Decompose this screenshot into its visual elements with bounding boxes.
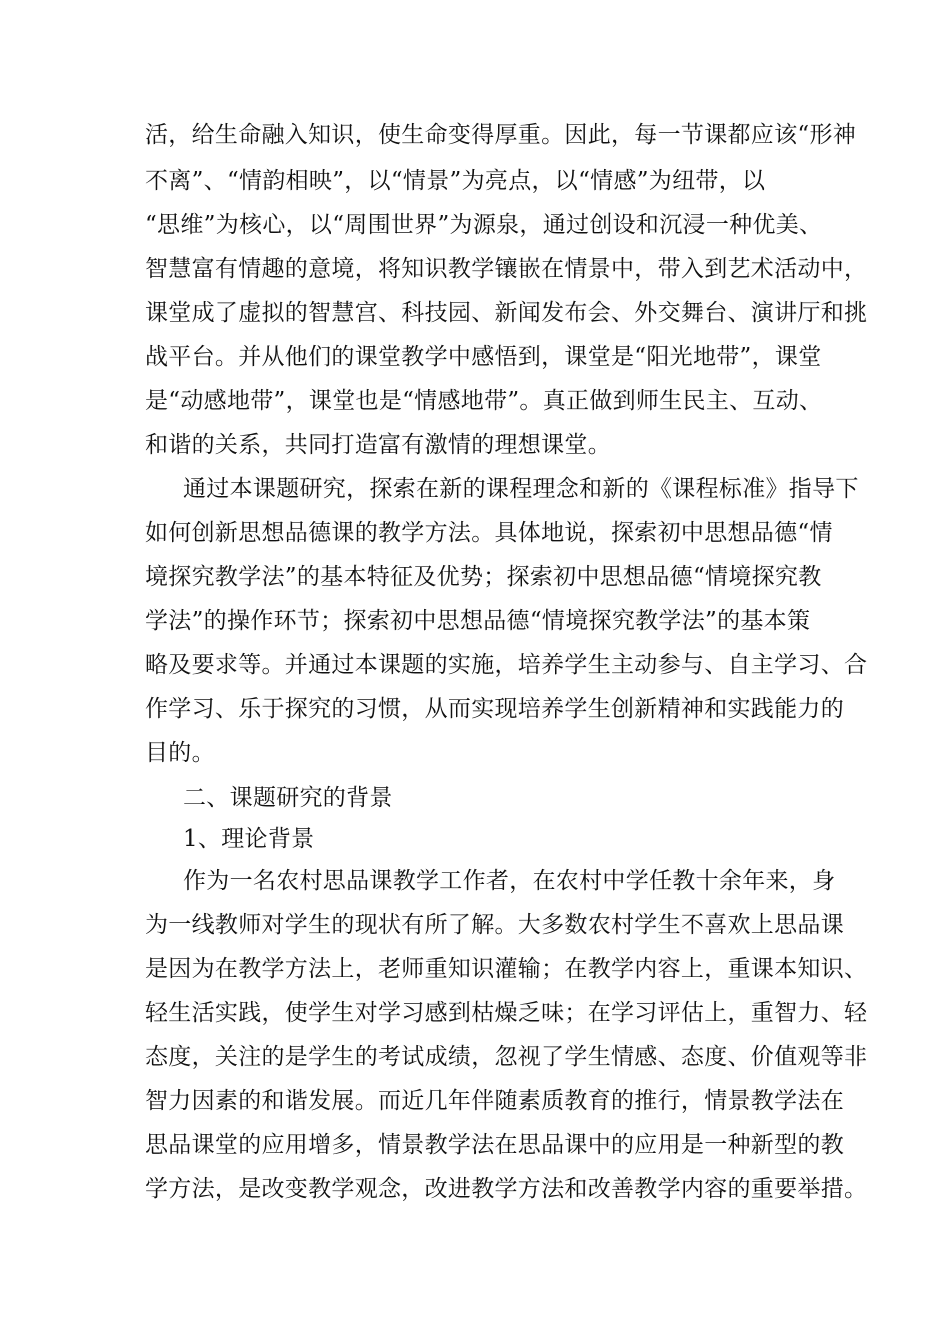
text-line: 智慧富有情趣的意境，将知识教学镶嵌在情景中，带入到艺术活动中， bbox=[145, 256, 868, 282]
text-line: 智力因素的和谐发展。而近几年伴随素质教育的推行，情景教学法在 bbox=[145, 1088, 844, 1114]
text-line: 思品课堂的应用增多，情景教学法在思品课中的应用是一种新型的教 bbox=[145, 1132, 844, 1158]
text-line: 如何创新思想品德课的教学方法。具体地说，探索初中思想品德“情 bbox=[145, 520, 833, 546]
text-line: 境探究教学法”的基本特征及优势；探索初中思想品德“情境探究教 bbox=[145, 564, 822, 590]
text-line: 活，给生命融入知识，使生命变得厚重。因此，每一节课都应该“形神 bbox=[145, 122, 857, 148]
text-line: “思维”为核心，以“周围世界”为源泉，通过创设和沉浸一种优美、 bbox=[145, 212, 823, 238]
paragraph-start: 作为一名农村思品课教学工作者，在农村中学任教十余年来，身 bbox=[183, 868, 836, 894]
text-line: 态度，关注的是学生的考试成绩，忽视了学生情感、态度、价值观等非 bbox=[145, 1044, 868, 1070]
text-line: 轻生活实践，使学生对学习感到枯燥乏味；在学习评估上，重智力、轻 bbox=[145, 1000, 868, 1026]
text-line: 课堂成了虚拟的智慧宫、科技园、新闻发布会、外交舞台、演讲厅和挑 bbox=[145, 300, 868, 326]
text-line: 不离”、“情韵相映”，以“情景”为亮点，以“情感”为纽带，以 bbox=[145, 168, 766, 194]
text-line: 战平台。并从他们的课堂教学中感悟到，课堂是“阳光地带”，课堂 bbox=[145, 344, 822, 370]
text-line: 作学习、乐于探究的习惯，从而实现培养学生创新精神和实践能力的 bbox=[145, 696, 844, 722]
text-line: 学法”的操作环节；探索初中思想品德“情境探究教学法”的基本策 bbox=[145, 608, 811, 634]
text-line: 是“动感地带”，课堂也是“情感地带”。真正做到师生民主、互动、 bbox=[145, 388, 823, 414]
subsection-heading: 1、理论背景 bbox=[183, 826, 315, 852]
section-heading: 二、课题研究的背景 bbox=[183, 785, 393, 811]
text-line: 为一线教师对学生的现状有所了解。大多数农村学生不喜欢上思品课 bbox=[145, 912, 844, 938]
text-line: 学方法，是改变教学观念，改进教学方法和改善教学内容的重要举措。 bbox=[145, 1176, 868, 1202]
paragraph-start: 通过本课题研究，探索在新的课程理念和新的《课程标准》指导下 bbox=[183, 476, 859, 502]
text-line: 和谐的关系，共同打造富有激情的理想课堂。 bbox=[145, 432, 611, 458]
text-line: 目的。 bbox=[145, 740, 215, 766]
text-line: 略及要求等。并通过本课题的实施，培养学生主动参与、自主学习、合 bbox=[145, 652, 868, 678]
text-line: 是因为在教学方法上，老师重知识灌输；在教学内容上，重课本知识、 bbox=[145, 956, 868, 982]
